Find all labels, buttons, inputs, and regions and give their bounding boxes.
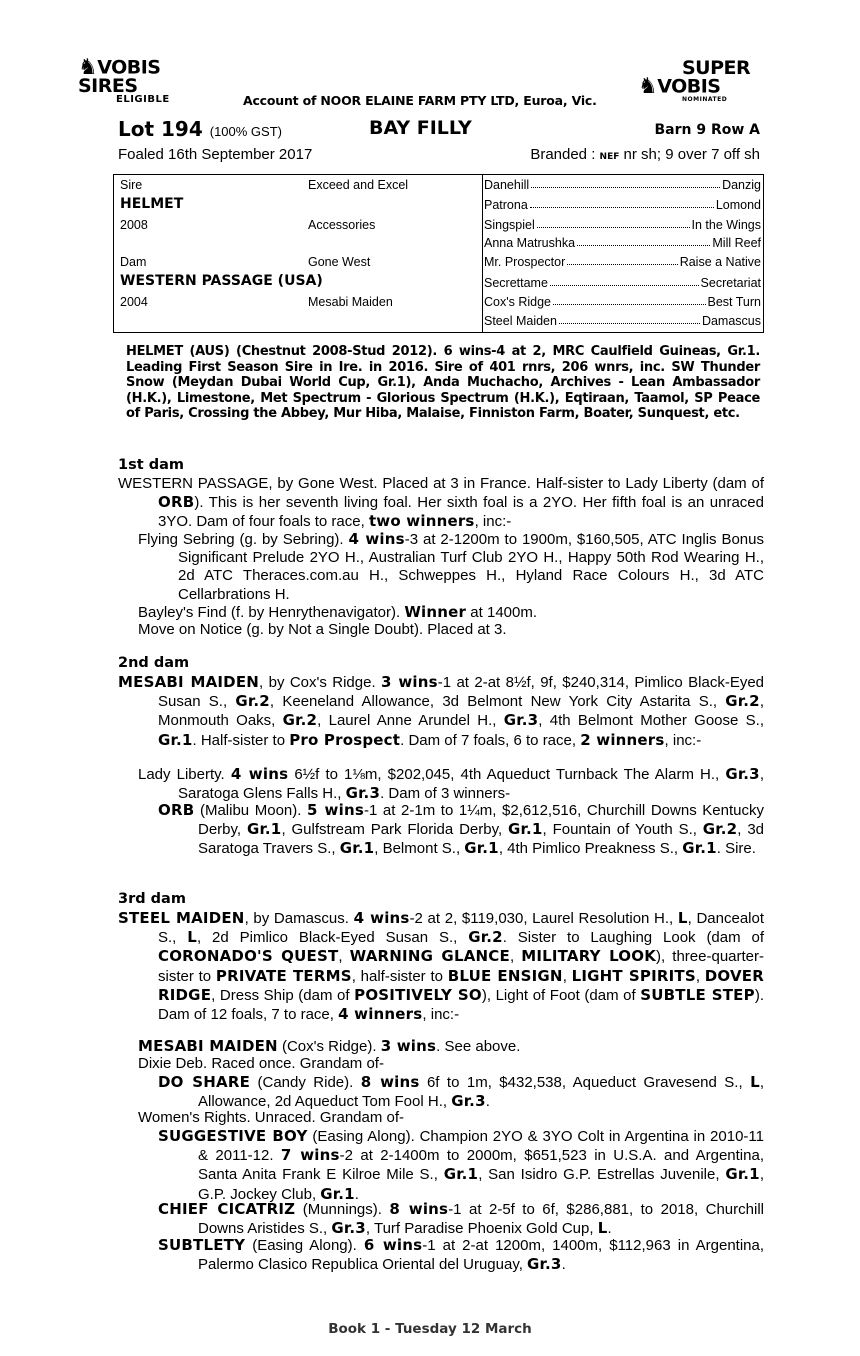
bold-segment: DOVER RIDGE (158, 966, 764, 1004)
bold-segment: MESABI MAIDEN (138, 1037, 278, 1055)
dam-dam: Mesabi Maiden (308, 295, 393, 309)
text-segment: Flying Sebring (g. by Sebring). (138, 531, 349, 548)
g3-horse: Danehill (484, 178, 530, 192)
g3-horse: Cox's Ridge (484, 295, 551, 309)
bold-segment: 2 winners (580, 730, 665, 749)
text-segment: 6½f to 1⅛m, $202,045, 4th Aqueduct Turnback The Alarm H., (288, 766, 726, 783)
text-segment: , half-sister to (351, 967, 448, 985)
text-segment: , (338, 948, 350, 966)
text-segment: , 4th Belmont Mother Goose S., (538, 712, 764, 730)
text-segment: , inc:- (422, 1006, 460, 1024)
progeny-entry (158, 1200, 764, 1238)
bold-segment: L (187, 928, 197, 947)
progeny-entry (158, 801, 764, 859)
sire-year: 2008 (120, 218, 148, 232)
g3-horse: Mr. Prospector (484, 255, 566, 269)
progeny-entry (138, 765, 764, 803)
progeny-entry: Dixie Deb. Raced once. Grandam of- (138, 1055, 384, 1072)
text-segment: , Monmouth Oaks, (158, 693, 764, 730)
divider (482, 175, 483, 332)
brand-marks (530, 146, 760, 163)
g3-sire: Damascus (701, 314, 761, 328)
text-segment: ). This is her seventh living foal. Her sixth foal is a 2YO. Her fifth foal is an unraced 3YO. Dam of four foals to race, (158, 494, 764, 531)
text-segment: , 2d Pimlico Black-Eyed Susan S., (197, 929, 469, 947)
bold-segment: 4 wins (348, 530, 405, 548)
text-segment: , Saratoga Glens Falls H., (178, 766, 764, 803)
bold-segment: PRIVATE TERMS (215, 966, 352, 985)
g3-sire: Lomond (715, 198, 761, 212)
bold-segment: SUBTLETY (158, 1236, 246, 1254)
text-segment: . See above. (436, 1038, 521, 1055)
lot-label: Lot 194 (118, 117, 203, 141)
progeny-entry: Move on Notice (g. by Not a Single Doubt). Placed at 3. (138, 621, 507, 638)
text-segment: (Cox's Ridge). (277, 1038, 381, 1055)
barn-location: Barn 9 Row A (654, 122, 760, 138)
text-segment: -1 at 2-1m to 1¼m, $2,612,516, Churchill Downs Kentucky Derby, (198, 802, 765, 839)
text-segment: , inc:- (474, 513, 512, 531)
bold-segment: Gr.3 (451, 1092, 486, 1111)
text-segment: at 1400m. (466, 604, 538, 621)
text-segment: . (607, 1220, 612, 1238)
text-segment: -1 at 2-at 1200m, 1400m, $112,963 in Argentina, Palermo Clasico Republica Oriental del Uruguay, (198, 1237, 765, 1274)
g3-sire: In the Wings (691, 218, 761, 232)
text-segment: -3 at 2-1200m to 1900m, $160,505, ATC Inglis Bonus Significant Prelude 2YO H., Australian Turf Club 2YO H., Happy 50th Rod Wearing H., 2d ATC Theraces.com.au H., Schweppes H., Hyland Race Colours H., 3d ATC Cellarbrations H. (178, 531, 764, 603)
progeny-entry (138, 1037, 764, 1056)
bold-segment: WARNING GLANCE (349, 947, 510, 966)
text-segment: , 4th Pimlico Preakness S., (498, 840, 683, 858)
text-segment: . Dam of 7 foals, 6 to race, (400, 731, 581, 749)
bold-segment: Gr.1 (508, 820, 543, 839)
bold-segment: DO SHARE (158, 1073, 251, 1091)
pedigree-row (484, 314, 761, 328)
text-segment: WESTERN PASSAGE, by Gone West. Placed at 3 in France. Half-sister to Lady Liberty (dam of (118, 475, 764, 492)
third-dam-heading: 3rd dam (118, 891, 186, 907)
bold-segment: Gr.3 (725, 765, 760, 783)
g3-horse: Steel Maiden (484, 314, 557, 328)
pedigree-row (484, 218, 761, 232)
text-segment: . (485, 1093, 490, 1111)
text-segment: , G.P. Jockey Club, (198, 1166, 764, 1203)
text-segment: , by Damascus. (244, 910, 354, 927)
bold-segment: L (677, 909, 688, 927)
dam-name: WESTERN PASSAGE (USA) (120, 273, 323, 289)
text-segment: , Turf Paradise Phoenix Gold Cup, (365, 1220, 598, 1238)
bold-segment: Gr.2 (282, 711, 318, 730)
bold-segment: L (597, 1219, 608, 1238)
bold-segment: Winner (404, 603, 467, 621)
logo-text: SIRES (78, 74, 138, 97)
text-segment: ), three-quarter-sister to (158, 948, 764, 985)
super-vobis-logo (638, 57, 751, 103)
logo-text: NOMINATED (682, 95, 728, 103)
logo-text: SUPER (682, 57, 751, 79)
bold-segment: SUBTLE STEP (640, 985, 755, 1004)
bold-segment: Gr.3 (527, 1255, 562, 1274)
text-segment: . Dam of 3 winners- (380, 785, 511, 803)
pedigree-row (484, 236, 761, 250)
bold-segment: 3 wins (381, 673, 438, 691)
text-segment: 6f to 1m, $432,538, Aqueduct Gravesend S., (419, 1074, 751, 1091)
branded-label: Branded : (530, 146, 596, 163)
g3-sire: Danzig (722, 178, 761, 192)
third-dam-text (118, 909, 764, 1024)
bold-segment: Gr.2 (702, 820, 738, 839)
sire-label: Sire (120, 178, 143, 192)
pedigree-row (484, 178, 761, 192)
text-segment: , Dress Ship (dam of (211, 986, 355, 1004)
pedigree-row (484, 276, 761, 290)
dam-sire: Gone West (308, 255, 371, 269)
pedigree-row (484, 255, 761, 269)
sire-sire: Exceed and Excel (308, 178, 409, 192)
text-segment: . Half-sister to (192, 731, 290, 749)
text-segment: -2 at 2, $119,030, Laurel Resolution H., (409, 910, 678, 927)
text-segment: , Fountain of Youth S., (542, 821, 703, 839)
progeny-entry (158, 1073, 764, 1111)
g3-horse: Patrona (484, 198, 528, 212)
bold-segment: 6 wins (363, 1236, 423, 1254)
g3-sire: Mill Reef (712, 236, 761, 250)
text-segment: , by Cox's Ridge. (259, 674, 382, 691)
bold-segment: CHIEF CICATRIZ (158, 1200, 296, 1218)
bold-segment: LIGHT SPIRITS (571, 966, 696, 985)
bold-segment: Pro Prospect (289, 730, 401, 749)
bold-segment: STEEL MAIDEN (118, 909, 245, 927)
g3-sire: Best Turn (707, 295, 761, 309)
second-dam-heading: 2nd dam (118, 655, 190, 671)
text-segment: , Allowance, 2d Aqueduct Tom Fool H., (198, 1074, 765, 1111)
horse-icon: ♞ (78, 55, 98, 80)
text-segment: , inc:- (664, 731, 702, 749)
text-segment: -2 at 2-1400m to 2000m, $651,523 in U.S.A. and Argentina, Santa Anita Frank E Kilroe Mile S., (198, 1147, 764, 1184)
first-dam-heading: 1st dam (118, 457, 184, 473)
bold-segment: Gr.3 (331, 1219, 366, 1238)
text-segment: Lady Liberty. (138, 766, 231, 783)
text-segment: (Malibu Moon). (194, 802, 308, 819)
vendor-account: Account of NOOR ELAINE FARM PTY LTD, Euroa, Vic. (243, 93, 597, 108)
bold-segment: Gr.1 (158, 730, 193, 749)
logo-text: ELIGIBLE (116, 93, 170, 105)
sire-dam: Accessories (308, 218, 376, 232)
pedigree-table (113, 174, 764, 333)
horse-description: BAY FILLY (369, 117, 472, 139)
logo-text: VOBIS (657, 75, 721, 98)
g3-horse: Anna Matrushka (484, 236, 576, 250)
bold-segment: Gr.1 (339, 839, 375, 858)
text-segment: , (509, 948, 522, 966)
foaled-date: Foaled 16th September 2017 (118, 146, 313, 163)
pedigree-row (484, 198, 761, 212)
page-footer: Book 1 - Tuesday 12 March (328, 1321, 532, 1337)
text-segment: -1 at 2-5f to 6f, $286,881, to 2018, Churchill Downs Aristides S., (198, 1201, 764, 1238)
branded-text: nr sh; 9 over 7 off sh (623, 146, 760, 163)
bold-segment: 7 wins (280, 1146, 340, 1165)
progeny-entry (158, 1236, 764, 1274)
bold-segment: CORONADO'S QUEST (158, 947, 339, 966)
progeny-entry: Women's Rights. Unraced. Grandam of- (138, 1109, 405, 1126)
g3-sire: Secretariat (700, 276, 761, 290)
gst-note: (100% GST) (209, 124, 282, 139)
text-segment: . (561, 1256, 566, 1274)
sire-summary: HELMET (AUS) (Chestnut 2008-Stud 2012). 6 wins-4 at 2, MRC Caulfield Guineas, Gr.1. Leading First Season Sire in Ire. in 2016. Sire of 401 rnrs, 206 wnrs, inc. SW Thunder Snow (Meydan Dubai World Cup, Gr.1), Anda Muchacho, Archives - Lean Ambassador (H.K.), Limestone, Met Spectrum - Glorious Spectrum (H.K.), Eqtiraan, Taamol, SP Peace of Paris, Crossing the Abbey, Mur Hiba, Malaise, Finniston Farm, Boater, Sunquest, etc. (126, 344, 760, 422)
g3-horse: Secrettame (484, 276, 548, 290)
text-segment: , Keeneland Allowance, 3d Belmont New York City Astarita S., (269, 693, 726, 711)
bold-segment: SUGGESTIVE BOY (158, 1127, 308, 1145)
bold-segment: 8 wins (360, 1073, 420, 1091)
text-segment: , Dancealot S., (158, 910, 765, 947)
bold-segment: Gr.3 (345, 784, 381, 803)
bold-segment: 3 wins (380, 1037, 437, 1055)
progeny-entry (158, 1127, 764, 1204)
bold-segment: Gr.1 (443, 1165, 479, 1184)
g3-horse: Singspiel (484, 218, 535, 232)
second-dam-text (118, 673, 764, 750)
text-segment: , Gulfstream Park Florida Derby, (281, 821, 509, 839)
vobis-sires-logo (78, 55, 170, 105)
bold-segment: two winners (368, 512, 475, 531)
brand-mark: NEF (599, 152, 620, 162)
bold-segment: ORB (158, 801, 195, 819)
bold-segment: Gr.1 (725, 1165, 760, 1184)
text-segment: . (354, 1185, 359, 1203)
bold-segment: Gr.1 (320, 1184, 355, 1203)
bold-segment: 8 wins (389, 1200, 449, 1218)
text-segment: (Easing Along). (245, 1237, 364, 1254)
bold-segment: Gr.2 (725, 692, 760, 711)
bold-segment: Gr.2 (235, 692, 270, 711)
bold-segment: L (750, 1073, 760, 1091)
text-segment: ). Dam of 12 foals, 7 to race, (158, 986, 764, 1024)
text-segment: Bayley's Find (f. by Henrythenavigator). (138, 604, 405, 621)
text-segment: , (562, 967, 572, 985)
bold-segment: 4 wins (230, 765, 289, 783)
bold-segment: BLUE ENSIGN (447, 966, 563, 985)
bold-segment: POSITIVELY SO (354, 985, 482, 1004)
text-segment: ), Light of Foot (dam of (481, 986, 641, 1004)
g3-sire: Raise a Native (679, 255, 761, 269)
text-segment: . Sister to Laughing Look (dam of (502, 929, 765, 947)
bold-segment: Gr.3 (503, 711, 539, 730)
bold-segment: MESABI MAIDEN (118, 673, 260, 691)
text-segment: -1 at 2-at 8½f, 9f, $240,314, Pimlico Black-Eyed Susan S., (158, 674, 765, 711)
dam-label: Dam (120, 255, 147, 269)
logo-text: VOBIS (97, 56, 161, 79)
bold-segment: Gr.1 (682, 839, 717, 858)
text-segment: (Easing Along). Champion 2YO & 3YO Colt in Argentina in 2010-11 & 2011-12. (198, 1128, 764, 1165)
progeny-entry (138, 530, 764, 604)
bold-segment: Gr.1 (246, 820, 282, 839)
sire-name: HELMET (120, 196, 184, 212)
bold-segment: ORB (158, 493, 195, 512)
first-dam-text (118, 475, 764, 532)
pedigree-row (484, 295, 761, 309)
text-segment: , Belmont S., (374, 840, 465, 858)
bold-segment: 4 winners (338, 1005, 423, 1024)
bold-segment: Gr.2 (468, 928, 503, 947)
horse-icon: ♞ (638, 74, 658, 100)
text-segment: (Munnings). (295, 1201, 390, 1218)
text-segment: , Laurel Anne Arundel H., (317, 712, 504, 730)
progeny-entry (138, 603, 764, 622)
bold-segment: 4 wins (353, 909, 410, 927)
bold-segment: MILITARY LOOK (521, 947, 657, 966)
text-segment: , 3d Saratoga Travers S., (198, 821, 765, 858)
bold-segment: Gr.1 (464, 839, 499, 858)
text-segment: (Candy Ride). (250, 1074, 361, 1091)
dam-year: 2004 (120, 295, 148, 309)
bold-segment: 5 wins (307, 801, 364, 819)
text-segment: , (695, 967, 705, 985)
text-segment: , San Isidro G.P. Estrellas Juvenile, (478, 1166, 726, 1184)
text-segment: . Sire. (716, 840, 756, 858)
lot-number (118, 117, 282, 141)
